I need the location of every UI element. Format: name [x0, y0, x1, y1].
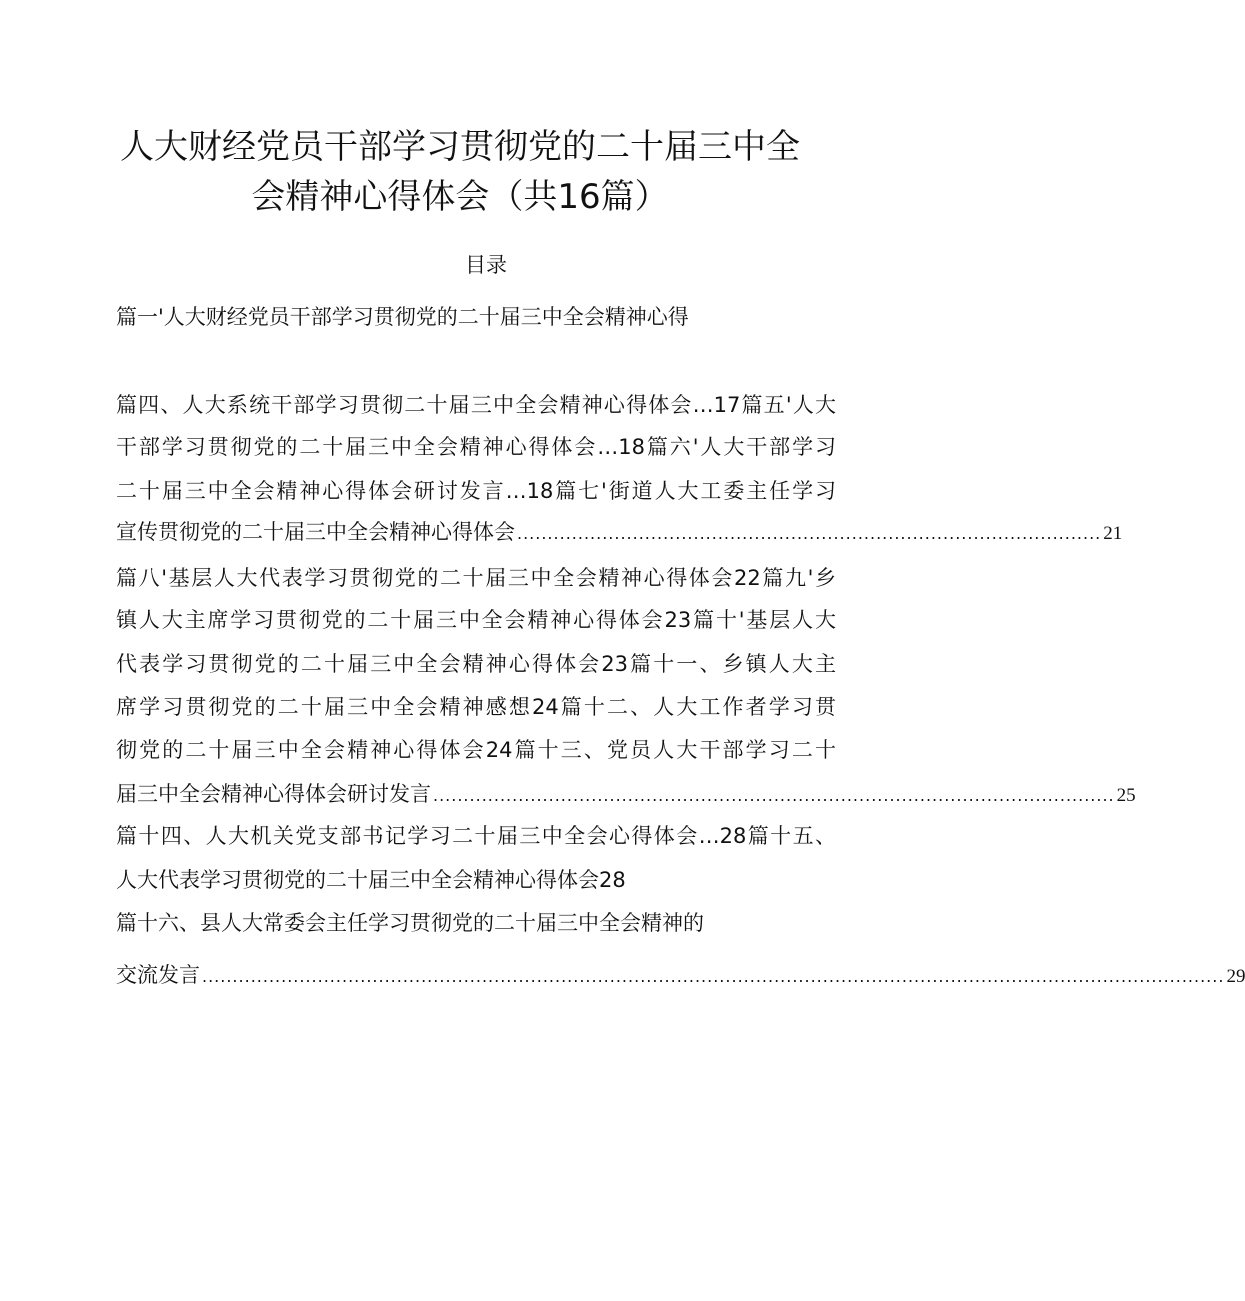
- toc-line[interactable]: 代表学习贯彻党的二十届三中全会精神心得体会23篇十一、乡镇人大主: [116, 652, 836, 676]
- toc-line[interactable]: 彻党的二十届三中全会精神心得体会24篇十三、党员人大干部学习二十: [116, 738, 836, 762]
- toc-line[interactable]: 篇四、人大系统干部学习贯彻二十届三中全会精神心得体会…17篇五'人大: [116, 393, 836, 417]
- toc-line[interactable]: 篇十六、县人大常委会主任学习贯彻党的二十届三中全会精神的: [116, 911, 704, 935]
- toc-entry-text: 宣传贯彻党的二十届三中全会精神心得体会: [116, 520, 515, 544]
- toc-page-number: 21: [1103, 523, 1123, 544]
- toc-entry-text: 届三中全会精神心得体会研讨发言: [116, 782, 431, 806]
- toc-line[interactable]: 干部学习贯彻党的二十届三中全会精神心得体会…18篇六'人大干部学习: [116, 435, 836, 459]
- dot-leader: ................................................................................................................: [433, 786, 1115, 805]
- toc-line[interactable]: 镇人大主席学习贯彻党的二十届三中全会精神心得体会23篇十'基层人大: [116, 608, 836, 632]
- document-title: [100, 122, 820, 222]
- toc-line[interactable]: 篇八'基层人大代表学习贯彻党的二十届三中全会精神心得体会22篇九'乡: [116, 566, 836, 590]
- toc-line[interactable]: 人大代表学习贯彻党的二十届三中全会精神心得体会28: [116, 868, 626, 892]
- toc-entry-text: 交流发言: [116, 963, 200, 987]
- toc-entry[interactable]: [116, 517, 1123, 547]
- toc-line[interactable]: 二十届三中全会精神心得体会研讨发言…18篇七'街道人大工委主任学习: [116, 479, 836, 503]
- dot-leader: ................................................................................................: [517, 524, 1102, 543]
- toc-page-number: 25: [1116, 785, 1136, 806]
- title-line-1: 人大财经党员干部学习贯彻党的二十届三中全: [120, 127, 800, 167]
- toc-line[interactable]: 篇一'人大财经党员干部学习贯彻党的二十届三中全会精神心得: [116, 305, 689, 329]
- dot-leader: ........................................................................................................................................................................: [202, 967, 1225, 986]
- toc-heading: 目录: [465, 253, 507, 277]
- title-line-2: 会精神心得体会（共16篇）: [251, 177, 669, 217]
- toc-entry[interactable]: [116, 960, 1245, 990]
- toc-line[interactable]: 篇十四、人大机关党支部书记学习二十届三中全会心得体会…28篇十五、: [116, 824, 836, 848]
- toc-entry[interactable]: [116, 779, 1136, 809]
- toc-line[interactable]: 席学习贯彻党的二十届三中全会精神感想24篇十二、人大工作者学习贯: [116, 695, 836, 719]
- toc-page-number: 29: [1226, 966, 1245, 987]
